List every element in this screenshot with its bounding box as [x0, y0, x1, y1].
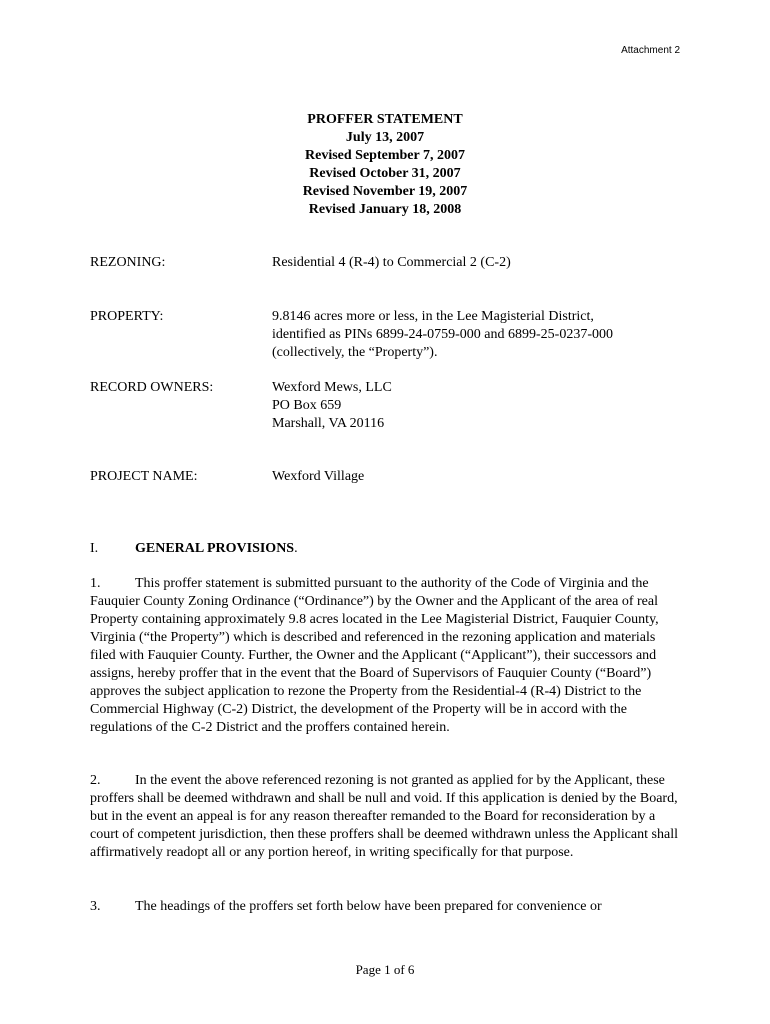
paragraph [90, 575, 680, 737]
date-line: July 13, 2007 [345, 130, 425, 145]
owner-line: Marshall, VA 20116 [272, 416, 385, 431]
title-line: PROFFER STATEMENT [307, 112, 463, 127]
property-value [272, 308, 692, 362]
property-line: 9.8146 acres more or less, in the Lee Magisterial District, [272, 309, 594, 324]
paragraph-number: 2. [90, 773, 101, 788]
paragraph-text: In the event the above referenced rezoning is not granted as applied for by the Applicant, these proffers shall be deemed withdrawn and shall be null and void. If this application is denied by the Board, but in the event an appeal is for any reason thereafter remanded to the Board for reconsideration by a court of competent jurisdiction, then these proffers shall be deemed withdrawn unless the Applicant shall affirmatively readopt all or any portion hereof, in writing specifically for that purpose. [90, 773, 678, 860]
rezoning-value [272, 254, 692, 272]
revision-line: Revised January 18, 2008 [308, 202, 462, 217]
paragraph [90, 772, 680, 862]
attachment-label: Attachment 2 [621, 45, 680, 56]
project-value [272, 468, 692, 486]
project-text: Wexford Village [272, 469, 365, 484]
owner-line: PO Box 659 [272, 398, 342, 413]
property-label: PROPERTY: [90, 309, 164, 324]
revision-line: Revised November 19, 2007 [302, 184, 468, 199]
section-title [135, 540, 298, 558]
owners-label: RECORD OWNERS: [90, 380, 214, 395]
revision-line: Revised October 31, 2007 [309, 166, 461, 181]
paragraph [90, 898, 680, 916]
owners-value [272, 379, 692, 433]
rezoning-label: REZONING: [90, 255, 166, 270]
property-line: (collectively, the “Property”). [272, 345, 438, 360]
rezoning-text: Residential 4 (R-4) to Commercial 2 (C-2) [272, 255, 511, 270]
paragraph-text: This proffer statement is submitted pursuant to the authority of the Code of Virginia and the Fauquier County Zoning Ordinance (“Ordinance”) by the Owner and the Applicant of the area of real Property containing approximately 9.8 acres located in the Lee Magisterial District, Fauquier County, Virginia (“the Property”) which is described and referenced in the rezoning application and materials filed with Fauquier County. Further, the Owner and the Applicant (“Applicant”), their successors and assigns, hereby proffer that in the event that the Board of Supervisors of Fauquier County (“Board”) approves the subject application to rezone the Property from the Residential-4 (R-4) District to the Commercial Highway (C-2) District, the development of the Property will be in accord with the regulations of the C-2 District and the proffers contained herein. [90, 576, 659, 735]
page-number: Page 1 of 6 [355, 962, 415, 977]
revision-line: Revised September 7, 2007 [305, 148, 465, 163]
paragraph-number: 1. [90, 576, 101, 591]
paragraph-text: The headings of the proffers set forth below have been prepared for convenience or [135, 899, 602, 914]
paragraph-number: 3. [90, 899, 101, 914]
project-label: PROJECT NAME: [90, 469, 198, 484]
property-line: identified as PINs 6899-24-0759-000 and 6899-25-0237-000 [272, 327, 614, 342]
section-number: I. [90, 541, 99, 556]
section-title-period: . [294, 541, 298, 556]
section-title-text: GENERAL PROVISIONS [135, 541, 295, 556]
owner-line: Wexford Mews, LLC [272, 380, 392, 395]
document-title [0, 111, 770, 219]
